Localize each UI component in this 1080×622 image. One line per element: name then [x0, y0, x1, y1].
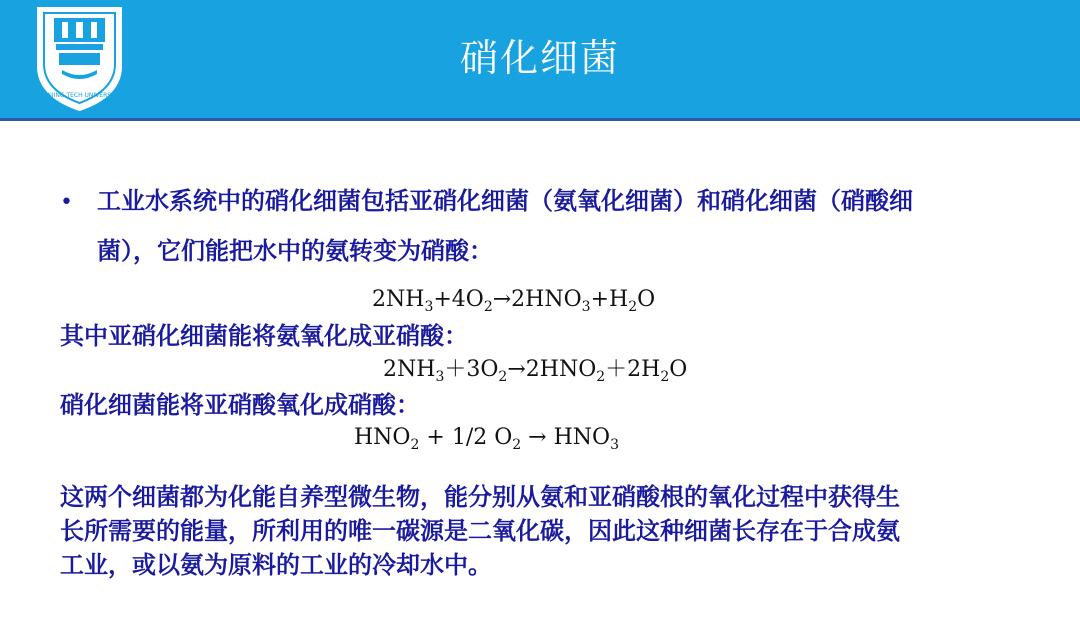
equation-nitrate: $HNO_2 + 1/2$ $O_2 \to HNO_3$	[354, 425, 620, 453]
header-divider	[0, 118, 1080, 121]
closing-line-2: 长所需要的能量，所利用的唯一碳源是二氧化碳，因此这种细菌长存在于合成氨	[60, 516, 900, 545]
page-title: 硝化细菌	[459, 36, 620, 80]
bullet-icon: •	[60, 190, 73, 215]
equation-nitrite: $2NH_3+3O_2\to 2HNO_2+2H_2O$	[383, 357, 688, 385]
closing-line-3: 工业，或以氨为原料的工业的冷却水中。	[60, 550, 492, 579]
intro-line-1: 工业水系统中的硝化细菌包括亚硝化细菌（氨氧化细菌）和硝化细菌（硝酸细	[97, 186, 913, 215]
equation-overall: $2NH_3+4O_2\to 2HNO_3+H_2O$	[372, 287, 656, 315]
nitrite-line: 其中亚硝化细菌能将氨氧化成亚硝酸：	[60, 321, 468, 350]
nitrate-line: 硝化细菌能将亚硝酸氧化成硝酸：	[60, 390, 420, 419]
logo-text: NANJING TECH UNIVERSITY	[38, 92, 121, 99]
intro-line-2: 菌），它们能把水中的氨转变为硝酸：	[97, 236, 493, 265]
closing-line-1: 这两个细菌都为化能自养型微生物，能分别从氨和亚硝酸根的氧化过程中获得生	[60, 482, 900, 511]
